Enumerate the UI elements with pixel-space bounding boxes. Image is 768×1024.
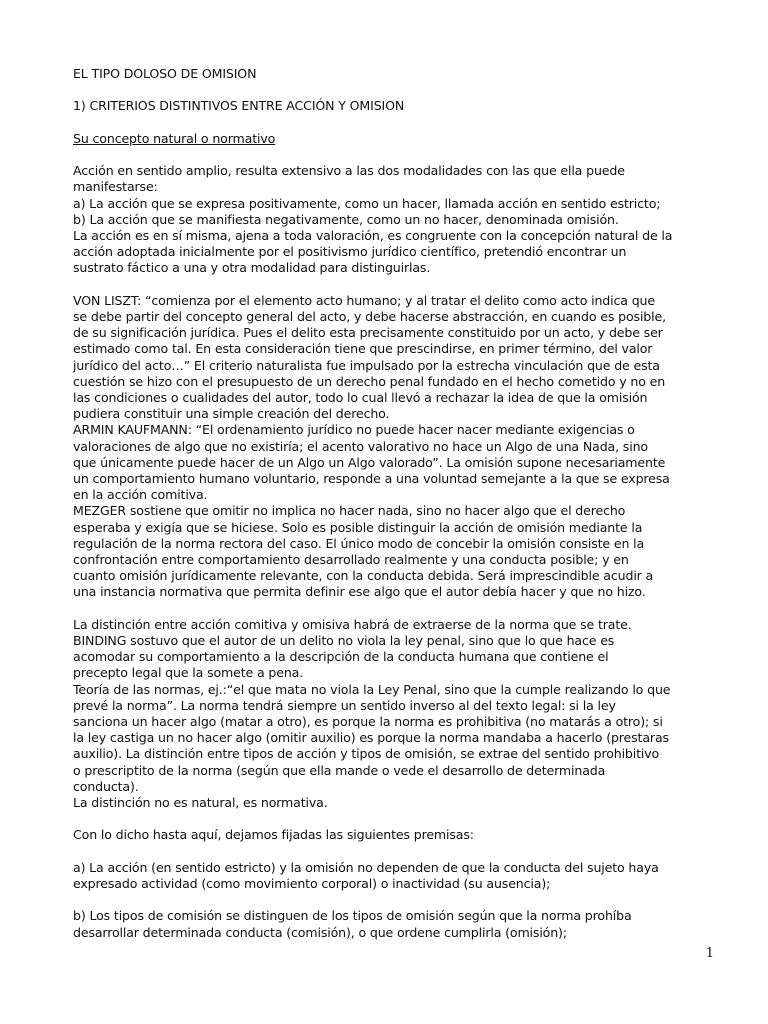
text-line: o prescriptito de la norma (según que ella mande o vede el desarrollo de determinada — [73, 762, 606, 778]
text-line: la ley castiga un no hacer algo (omitir auxilio) es porque la norma mandaba a hacerlo (prestaras — [73, 730, 669, 746]
text-line: Acción en sentido amplio, resulta extensivo a las dos modalidades con las que ella puede — [73, 163, 625, 179]
text-line: esperaba y exigía que se hiciese. Solo es posible distinguir la acción de omisión mediante la — [73, 519, 643, 535]
text-line: La acción es en sí misma, ajena a toda valoración, es congruente con la concepción natural de la — [73, 227, 673, 243]
text-line: acción adoptada inicialmente por el positivismo jurídico científico, pretendió encontrar un — [73, 244, 627, 260]
text-line: sanciona un hacer algo (matar a otro), es porque la norma es prohibitiva (no matarás a otro); si — [73, 714, 663, 730]
text-line: expresado actividad (como movimiento corporal) o inactividad (su ausencia); — [73, 876, 551, 892]
document-page — [73, 66, 719, 941]
text-line: conducta). — [73, 778, 139, 794]
page-number: 1 — [705, 946, 714, 961]
text-line: VON LISZT: “comienza por el elemento acto humano; y al tratar el delito como acto indica que — [73, 292, 655, 308]
text-line: La distinción entre acción comitiva y omisiva habrá de extraerse de la norma que se trate. — [73, 616, 632, 632]
text-line: ARMIN KAUFMANN: “El ordenamiento jurídico no puede hacer nacer mediante exigencias o — [73, 422, 635, 438]
text-line: a) La acción que se expresa positivamente, como un hacer, llamada acción en sentido estricto; — [73, 195, 661, 211]
text-line: estimado como tal. En esta consideración tiene que prescindirse, en primer término, del valor — [73, 341, 653, 357]
text-line: precepto legal que la somete a pena. — [73, 665, 304, 681]
text-line: las condiciones o cualidades del autor, todo lo cual llevó a rechazar la idea de que la omisión — [73, 390, 648, 405]
paragraph — [73, 617, 719, 811]
text-line: a) La acción (en sentido estricto) y la omisión no dependen de que la conducta del sujeto haya — [73, 859, 659, 875]
text-line: que únicamente puede hacer de un Algo un Algo valorado”. La omisión supone necesariamente — [73, 454, 666, 470]
text-line: desarrollar determinada conducta (comisión), o que ordene cumplirla (omisión); — [73, 924, 567, 940]
text-line: confrontación entre comportamiento desarrollado realmente y una conducta posible; y en — [73, 552, 629, 568]
document-title: EL TIPO DOLOSO DE OMISION — [73, 66, 257, 81]
document-body — [73, 163, 719, 941]
text-line: manifestarse: — [73, 179, 158, 195]
paragraph — [73, 827, 719, 843]
text-line: La distinción no es natural, es normativa. — [73, 795, 328, 811]
text-line: Teoría de las normas, ej.:“el que mata no viola la Ley Penal, sino que la cumple realizando lo que — [73, 681, 671, 697]
text-line: MEZGER sostiene que omitir no implica no hacer nada, sino no hacer algo que el derecho — [73, 503, 626, 519]
text-line: prevé la norma”. La norma tendrá siempre un sentido inverso al del texto legal: si la ley — [73, 697, 616, 713]
text-line: cuestión se hizo con el presupuesto de un derecho penal fundado en el hecho cometido y no en — [73, 373, 666, 389]
paragraph — [73, 163, 719, 276]
text-line: sustrato fáctico a una y otra modalidad para distinguirlas. — [73, 260, 431, 276]
text-line: b) La acción que se manifiesta negativamente, como un no hacer, denominada omisión. — [73, 211, 619, 227]
subheading: Su concepto natural o normativo — [73, 130, 276, 146]
text-line: Con lo dicho hasta aquí, dejamos fijadas las siguientes premisas: — [73, 827, 474, 843]
text-line: auxilio). La distinción entre tipos de acción y tipos de omisión, se extrae del sentido prohibitivo — [73, 746, 660, 762]
text-line: jurídico del acto…” El criterio naturalista fue impulsado por la estrecha vinculación que de esta — [73, 357, 660, 373]
text-line: en la acción comitiva. — [73, 487, 208, 503]
section-heading: 1) CRITERIOS DISTINTIVOS ENTRE ACCIÓN Y OMISION — [73, 98, 405, 114]
text-line: b) Los tipos de comisión se distinguen de los tipos de omisión según que la norma prohíba — [73, 908, 632, 924]
text-line: regulación de la norma rectora del caso. El único modo de concebir la omisión consiste en la — [73, 535, 645, 551]
text-line: pudiera constituir una simple creación del derecho. — [73, 406, 390, 422]
paragraph — [73, 860, 719, 892]
text-line: acomodar su comportamiento a la descripción de la conducta humana que contiene el — [73, 649, 609, 665]
text-line: valoraciones de algo que no existiría; el acento valorativo no hace un Algo de una Nada, sino — [73, 438, 648, 454]
text-line: una instancia normativa que permita definir ese algo que el autor debía hacer y que no hizo. — [73, 584, 646, 600]
paragraph — [73, 908, 719, 940]
text-line: BINDING sostuvo que el autor de un delito no viola la ley penal, sino que lo que hace es — [73, 633, 615, 649]
text-line: se debe partir del concepto general del acto, y debe hacerse abstracción, en cuando es posible, — [73, 308, 666, 324]
text-line: de su significación jurídica. Pues el delito esta precisamente constituido por un acto, y debe ser — [73, 325, 663, 341]
text-line: un comportamiento humano voluntario, responde a una voluntad semejante a la que se expresa — [73, 471, 670, 487]
paragraph — [73, 293, 719, 601]
text-line: cuanto omisión jurídicamente relevante, con la conducta debida. Será imprescindible acudir a — [73, 568, 654, 584]
